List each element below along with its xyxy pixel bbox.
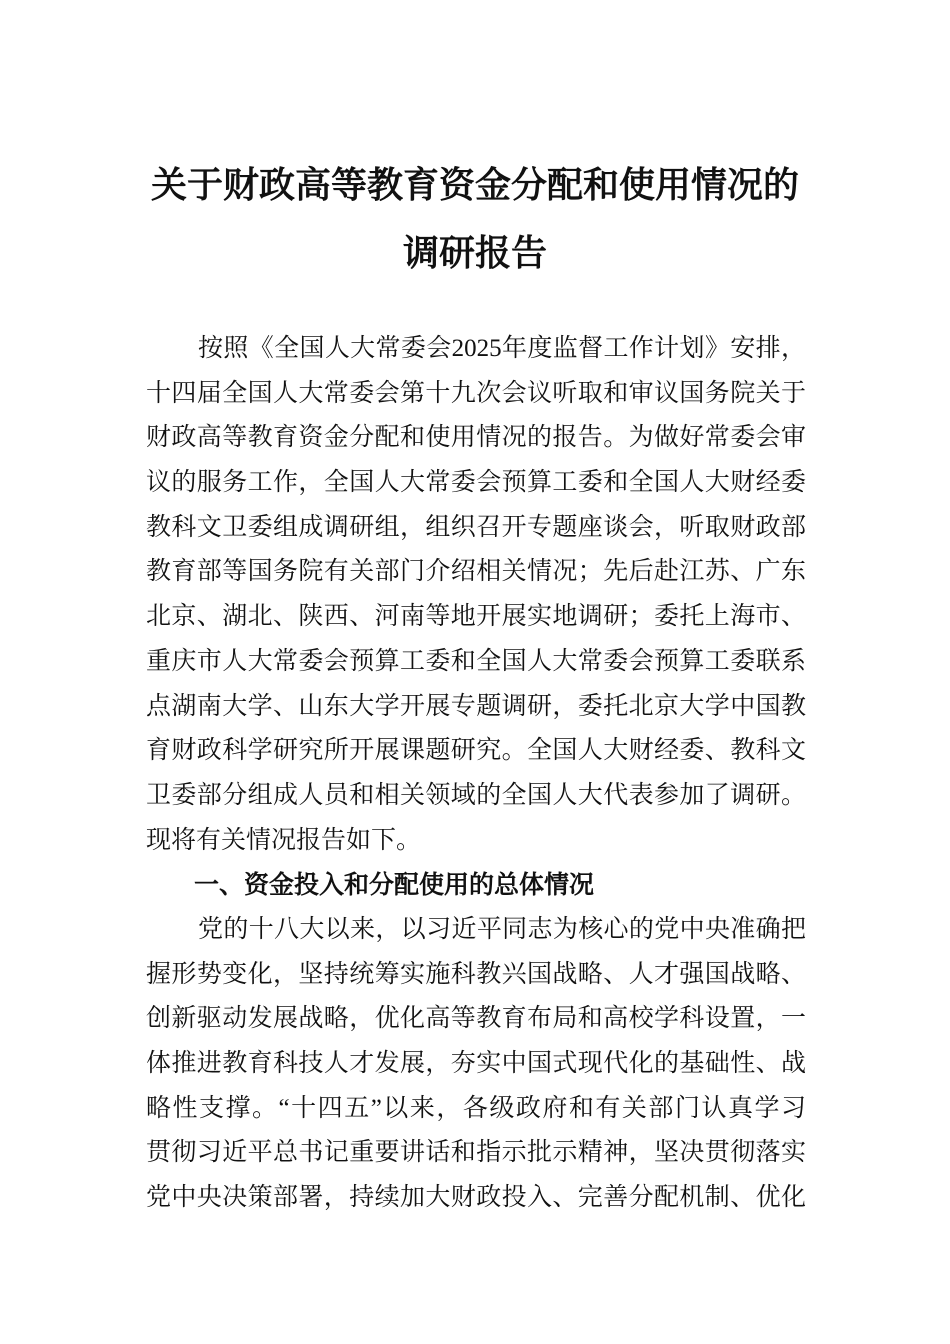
text-line: 北京、湖北、陕西、河南等地开展实地调研；委托上海市、 [146, 603, 806, 631]
text-line: 卫委部分组成人员和相关领域的全国人大代表参加了调研。 [146, 781, 806, 809]
text-line: 教育部等国务院有关部门介绍相关情况；先后赴江苏、广东 [146, 558, 806, 586]
text-line: 议的服务工作，全国人大常委会预算工委和全国人大财经委 [146, 469, 806, 497]
text-line: 教科文卫委组成调研组，组织召开专题座谈会，听取财政部 [146, 513, 806, 541]
text-line: 重庆市人大常委会预算工委和全国人大常委会预算工委联系 [146, 647, 806, 675]
text-line: 握形势变化，坚持统筹实施科教兴国战略、人才强国战略、 [146, 960, 806, 988]
section-heading: 一、资金投入和分配使用的总体情况 [194, 871, 595, 900]
text-line: 党中央决策部署，持续加大财政投入、完善分配机制、优化 [146, 1184, 806, 1212]
text-line: 育财政科学研究所开展课题研究。全国人大财经委、教科文 [146, 737, 806, 765]
text-line: 现将有关情况报告如下。 [146, 826, 422, 854]
text-line: 财政高等教育资金分配和使用情况的报告。为做好常委会审 [146, 424, 806, 452]
text-line: 党的十八大以来，以习近平同志为核心的党中央准确把 [198, 915, 806, 943]
text-line: 点湖南大学、山东大学开展专题调研，委托北京大学中国教 [146, 692, 806, 720]
text-line: 按照《全国人大常委会2025年度监督工作计划》安排， [198, 335, 806, 362]
document-title-line-2: 调研报告 [402, 233, 547, 273]
text-line: 体推进教育科技人才发展，夯实中国式现代化的基础性、战 [146, 1050, 806, 1077]
text-line: 创新驱动发展战略，优化高等教育布局和高校学科设置，一 [146, 1005, 806, 1033]
document-title-line-1: 关于财政高等教育资金分配和使用情况的 [150, 165, 799, 205]
document-body [146, 327, 806, 1221]
text-line: 十四届全国人大常委会第十九次会议听取和审议国务院关于 [146, 379, 806, 407]
text-line: 略性支撑。“十四五”以来，各级政府和有关部门认真学习 [146, 1094, 806, 1122]
text-line: 贯彻习近平总书记重要讲话和指示批示精神，坚决贯彻落实 [146, 1139, 806, 1167]
